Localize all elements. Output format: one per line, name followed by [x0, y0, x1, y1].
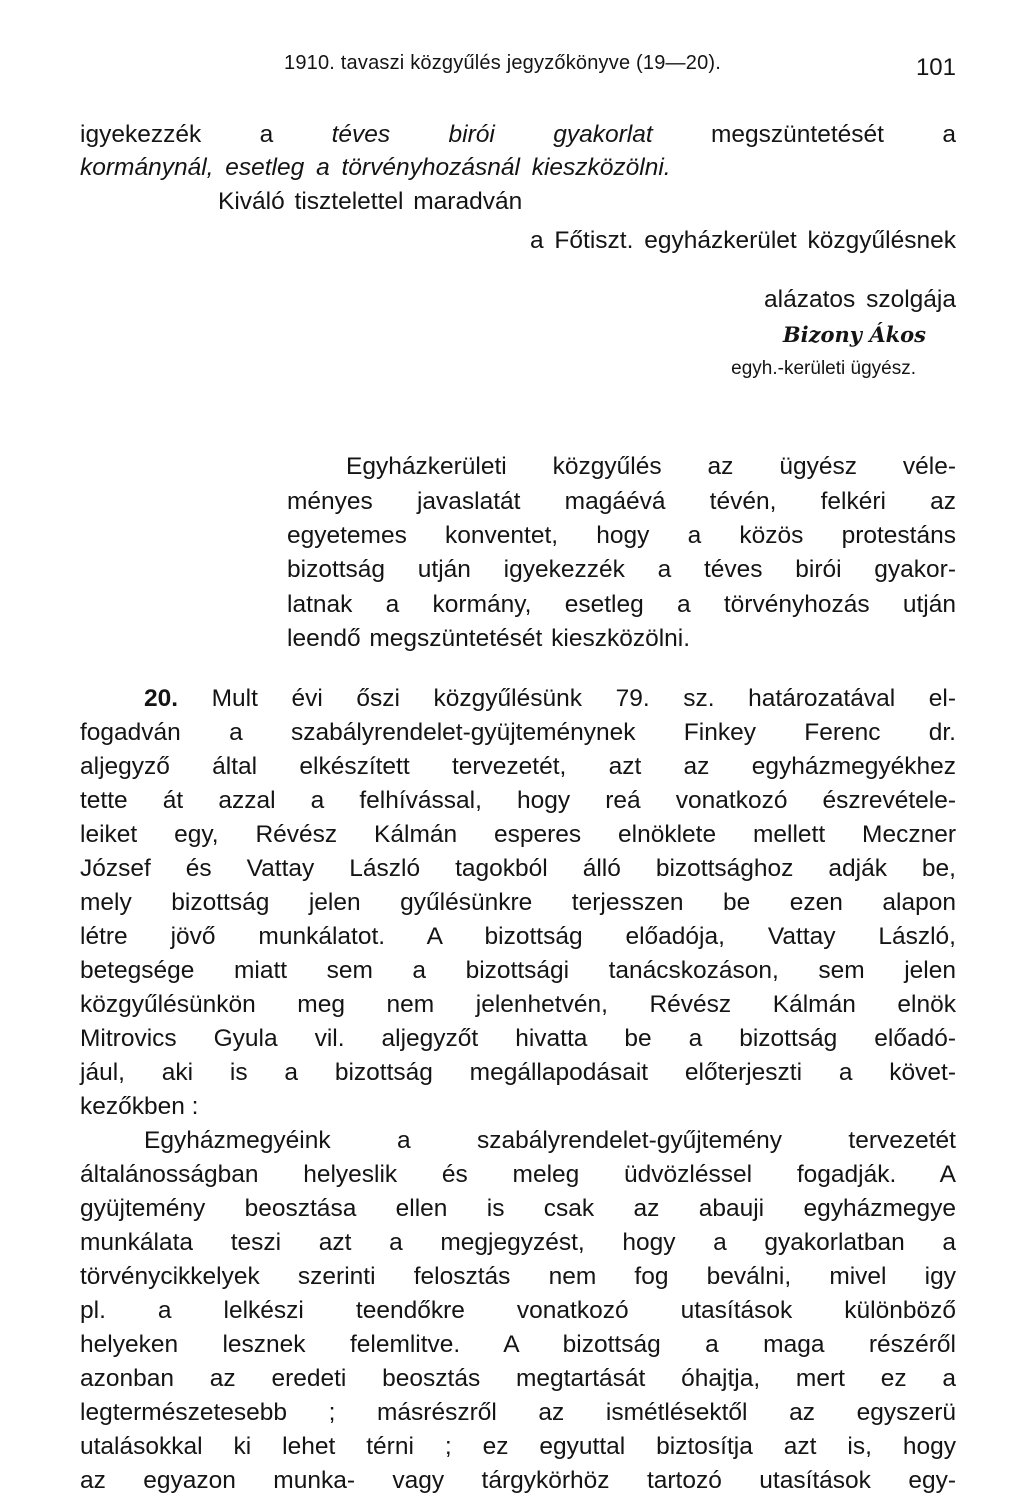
page-header: [80, 52, 956, 92]
section-line: legtermészetesebb ; másrészről az ismétlésektől az egyszerü: [80, 1399, 956, 1426]
letter-line-1: [80, 120, 956, 150]
section-line: az egyazon munka- vagy tárgykörhöz tartozó utasítások egy-: [80, 1467, 956, 1494]
section-line: jául, aki is a bizottság megállapodásait előterjeszti a követ-: [80, 1059, 956, 1086]
letter-line-5: alázatos szolgája: [764, 286, 956, 313]
section-first-line-text: Mult évi őszi közgyűlésünk 79. sz. határozatával el-: [211, 685, 956, 712]
section-number: 20.: [144, 685, 179, 712]
section-line: létre jövő munkálatot. A bizottság előadója, Vattay László,: [80, 923, 956, 950]
section-line: helyeken lesznek felemlitve. A bizottság a maga részéről: [80, 1331, 956, 1358]
section-line: Mitrovics Gyula vil. aljegyzőt hivatta be a bizottság előadó-: [80, 1025, 956, 1052]
letter-text: igyekezzék a: [80, 121, 332, 148]
section-line: mely bizottság jelen gyűlésünkre terjesszen be ezen alapon: [80, 889, 956, 916]
section-line: pl. a lelkészi teendőkre vonatkozó utasítások különböző: [80, 1297, 956, 1324]
section-line: leiket egy, Révész Kálmán esperes elnöklete mellett Meczner: [80, 821, 956, 848]
section-line: törvénycikkelyek szerinti felosztás nem fog beválni, mivel igy: [80, 1263, 956, 1290]
section-line: betegsége miatt sem a bizottsági tanácskozáson, sem jelen: [80, 957, 956, 984]
section-line: általánosságban helyeslik és meleg üdvözléssel fogadják. A: [80, 1161, 956, 1188]
section-para2-first: Egyházmegyéink a szabályrendelet-gyűjtemény tervezetét: [144, 1127, 956, 1154]
section-line: tette át azzal a felhívással, hogy reá vonatkozó észrevétele-: [80, 787, 956, 814]
running-head: 1910. tavaszi közgyűlés jegyzőkönyve (19—20).: [284, 52, 722, 74]
section-line: József és Vattay László tagokból álló bizottsághoz adják be,: [80, 855, 956, 882]
section-line: aljegyző által elkészített tervezetét, azt az egyházmegyékhez: [80, 753, 956, 780]
page-number: 101: [915, 54, 956, 81]
resolution-line: bizottság utján igyekezzék a téves birói gyakor-: [287, 556, 956, 583]
section-line: utalásokkal ki lehet térni ; ez egyuttal biztosítja azt is, hogy: [80, 1433, 956, 1460]
letter-text: megszüntetését a: [652, 121, 956, 148]
resolution-line: Egyházkerületi közgyűlés az ügyész véle-: [346, 453, 956, 480]
resolution-line: egyetemes konventet, hogy a közös protestáns: [287, 522, 956, 549]
section-line: azonban az eredeti beosztás megtartását óhajtja, mert ez a: [80, 1365, 956, 1392]
section-line: munkálata teszi azt a megjegyzést, hogy a gyakorlatban a: [80, 1229, 956, 1256]
section-line: kezőkben :: [80, 1093, 199, 1120]
section-first-line: [144, 684, 956, 714]
section-line: gyüjtemény beosztása ellen is csak az abauji egyházmegye: [80, 1195, 956, 1222]
letter-line-4: a Főtiszt. egyházkerület közgyűlésnek: [530, 227, 956, 254]
section-line: fogadván a szabályrendelet-gyüjteménynek Finkey Ferenc dr.: [80, 719, 956, 746]
document-page: [80, 0, 956, 1500]
signature-role: egyh.-kerületi ügyész.: [731, 358, 916, 379]
section-line: közgyűlésünkön meg nem jelenhetvén, Révész Kálmán elnök: [80, 991, 956, 1018]
letter-line-2: kormánynál, esetleg a törvényhozásnál kieszközölni.: [80, 154, 671, 181]
resolution-line: latnak a kormány, esetleg a törvényhozás utján: [287, 591, 956, 618]
resolution-line: leendő megszüntetését kieszközölni.: [287, 625, 691, 652]
resolution-line: ményes javaslatát magáévá tévén, felkéri az: [287, 488, 956, 515]
letter-line-3: Kiváló tisztelettel maradván: [218, 188, 523, 215]
signature-name: Bizony Ákos: [782, 322, 926, 347]
letter-emphasis: téves birói gyakorlat: [331, 121, 653, 148]
